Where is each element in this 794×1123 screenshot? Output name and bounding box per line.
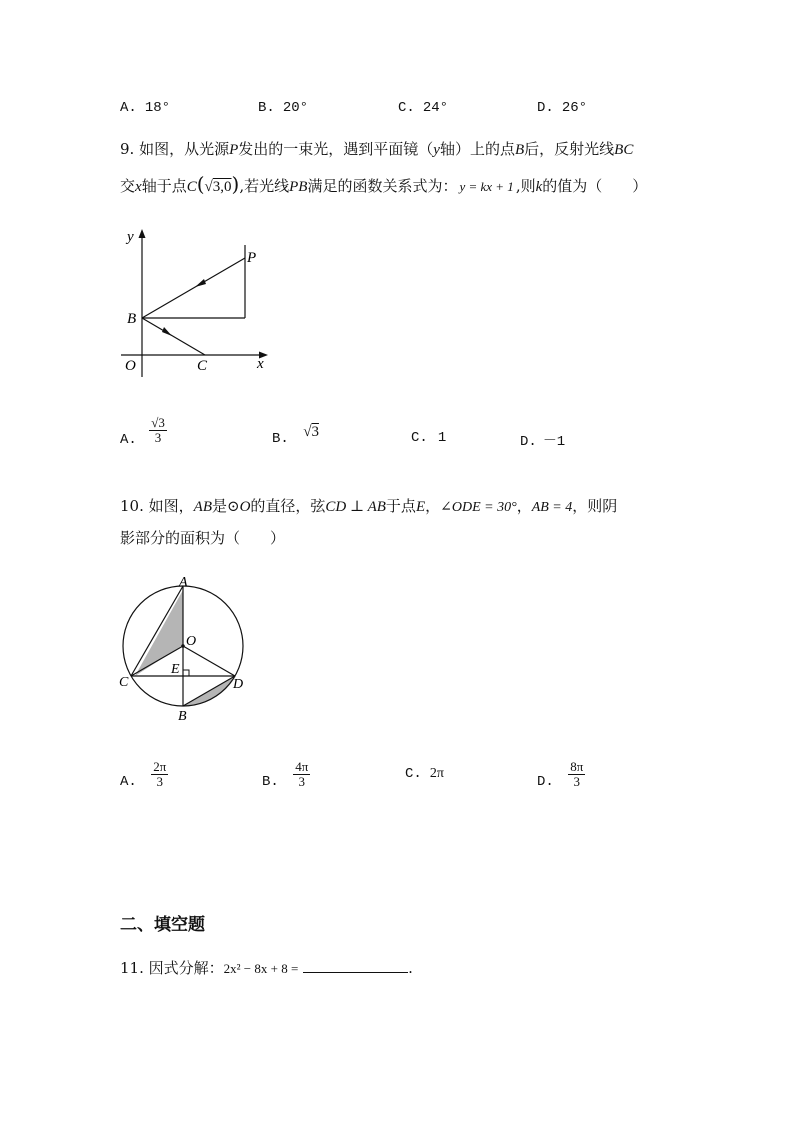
q8-option-a: A. 18° (120, 100, 171, 116)
q10-option-c: C. 2π (405, 766, 444, 782)
q9-figure (115, 225, 285, 380)
q10-line1: 10. 如图，AB是⊙O的直径，弦CD ⊥ AB于点E，∠ODE = 30°，AB = 4，则阴 (120, 497, 618, 515)
y-axis-arrow (139, 229, 146, 238)
label-c: C (119, 675, 129, 690)
q8-option-d: D. 26° (537, 100, 588, 116)
ray-bc-arrow (162, 327, 172, 336)
q11-line: 11. 因式分解：2x² − 8x + 8 = . (120, 959, 413, 977)
segment-od (183, 646, 235, 676)
label-b: B (127, 311, 137, 327)
q10-figure (115, 575, 255, 725)
q8-option-c: C. 24° (398, 100, 449, 116)
q10-option-b: B. $\frac{4\pi}{3}$ (262, 759, 309, 790)
label-b: B (178, 709, 187, 724)
label-a: A (179, 575, 188, 590)
q8-option-b: B. 20° (258, 100, 309, 116)
q9-line2: 交x轴于点C(√3,0),若光线PB满足的函数关系式为： y = kx + 1 ,则k的值为（ ） (120, 172, 648, 196)
label-d: D (233, 677, 244, 692)
q10-line2: 影部分的面积为（ ） (120, 529, 286, 547)
q11-answer-blank[interactable] (303, 959, 408, 973)
q9-option-b: B. √3 (272, 424, 319, 447)
label-o: O (125, 358, 136, 374)
center-dot (181, 644, 185, 648)
q9-option-c: C. 1 (411, 430, 447, 446)
q9-option-d: D. －1 (520, 434, 566, 450)
label-x: x (257, 356, 264, 372)
q9-line1: 9. 如图，从光源P发出的一束光，遇到平面镜（y轴）上的点B后，反射光线BC (120, 140, 634, 158)
q10-option-d: D. $\frac{8\pi}{3}$ (537, 759, 584, 790)
right-angle-mark (183, 670, 189, 676)
label-o: O (186, 634, 197, 649)
ray-pb (142, 258, 245, 318)
ray-pb-arrow (195, 279, 206, 287)
label-e: E (171, 662, 180, 677)
label-p: P (247, 250, 257, 266)
label-y: y (127, 229, 134, 245)
q9-option-a: A. $\frac{√3}{3}$ (120, 415, 165, 448)
q10-option-a: A. $\frac{2\pi}{3}$ (120, 759, 167, 790)
label-c: C (197, 358, 208, 374)
chord-bd (183, 676, 235, 706)
ray-bc (142, 318, 205, 355)
section-title: 二、填空题 (120, 915, 205, 935)
